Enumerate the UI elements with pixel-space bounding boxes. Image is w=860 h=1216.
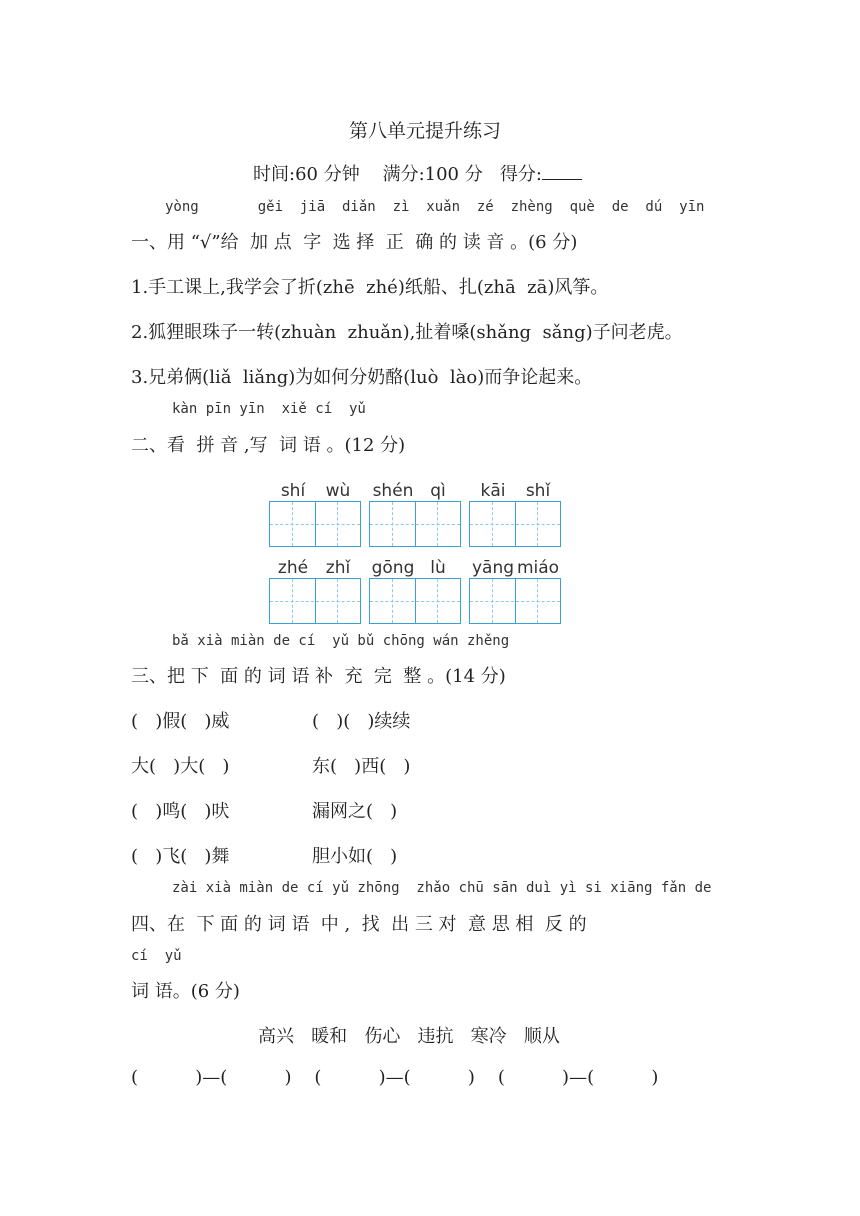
- grid-pinyin: shí: [280, 481, 306, 501]
- answer-blanks[interactable]: ( )—( ) ( )—( ) ( )—( ): [131, 1067, 659, 1088]
- section4-pinyin: zài xià miàn de cí yǔ zhōng zhǎo chū sān duì yì si xiāng fǎn de: [172, 880, 712, 896]
- writing-grid[interactable]: [469, 578, 561, 624]
- section4-heading: 四、在 下 面 的 词 语 中 , 找 出 三 对 意 思 相 反 的: [131, 914, 587, 935]
- writing-grid[interactable]: [269, 501, 361, 547]
- fill-item: ( )假( )威: [131, 711, 230, 732]
- fill-item: 东( )西( ): [312, 756, 411, 777]
- section1-heading: 一、用 “√”给 加 点 字 选 择 正 确 的 读 音 。(6 分): [131, 232, 578, 253]
- writing-grid[interactable]: [369, 501, 461, 547]
- fill-item: ( )鸣( )吠: [131, 801, 230, 822]
- writing-grid[interactable]: [369, 578, 461, 624]
- exam-header: [253, 160, 582, 186]
- grid-pinyin: lù: [430, 558, 446, 578]
- grid-pinyin: yāng: [471, 558, 515, 578]
- grid-pinyin: wù: [325, 481, 351, 501]
- grid-pinyin: qì: [430, 481, 446, 501]
- section1-item-2: 2.狐狸眼珠子一转(zhuàn zhuǎn),扯着嗓(shǎng sǎng)子问老虎。: [131, 322, 683, 343]
- writing-grid[interactable]: [269, 578, 361, 624]
- section2-pinyin: kàn pīn yīn xiě cí yǔ: [172, 401, 366, 417]
- time-limit: 时间:60 分钟: [253, 164, 360, 185]
- grid-pinyin: zhé: [277, 558, 309, 578]
- grid-pinyin: shǐ: [525, 481, 551, 501]
- full-score: 满分:100 分: [382, 164, 483, 185]
- fill-item: 胆小如( ): [312, 846, 398, 867]
- section4-pinyin-2: cí yǔ: [131, 948, 182, 964]
- section3-pinyin: bǎ xià miàn de cí yǔ bǔ chōng wán zhěng: [172, 633, 510, 649]
- grid-pinyin: zhǐ: [325, 558, 351, 578]
- grid-pinyin: shén: [372, 481, 414, 501]
- section2-heading: 二、看 拼 音 ,写 词 语 。(12 分): [131, 435, 406, 456]
- fill-item: 漏网之( ): [312, 801, 398, 822]
- grid-pinyin: gōng: [371, 558, 415, 578]
- grid-pinyin: kāi: [480, 481, 506, 501]
- fill-item: ( )( )续续: [312, 711, 411, 732]
- score-blank[interactable]: [542, 178, 582, 180]
- section1-pinyin: yòng gěi jiā diǎn zì xuǎn zé zhèng què de dú yīn: [165, 199, 705, 215]
- fill-item: 大( )大( ): [131, 756, 230, 777]
- grid-pinyin: miáo: [516, 558, 560, 578]
- section1-item-1: 1.手工课上,我学会了折(zhē zhé)纸船、扎(zhā zā)风筝。: [131, 277, 609, 298]
- page-title: 第八单元提升练习: [349, 120, 502, 142]
- section4-heading-2: 词 语。(6 分): [131, 981, 240, 1002]
- word-list: 高兴 暖和 伤心 违抗 寒冷 顺从: [258, 1026, 560, 1047]
- section3-heading: 三、把 下 面 的 词 语 补 充 完 整 。(14 分): [131, 666, 506, 687]
- score-label: 得分:: [499, 164, 542, 185]
- section1-item-3: 3.兄弟俩(liǎ liǎng)为如何分奶酪(luò lào)而争论起来。: [131, 367, 593, 388]
- writing-grid[interactable]: [469, 501, 561, 547]
- fill-item: ( )飞( )舞: [131, 846, 230, 867]
